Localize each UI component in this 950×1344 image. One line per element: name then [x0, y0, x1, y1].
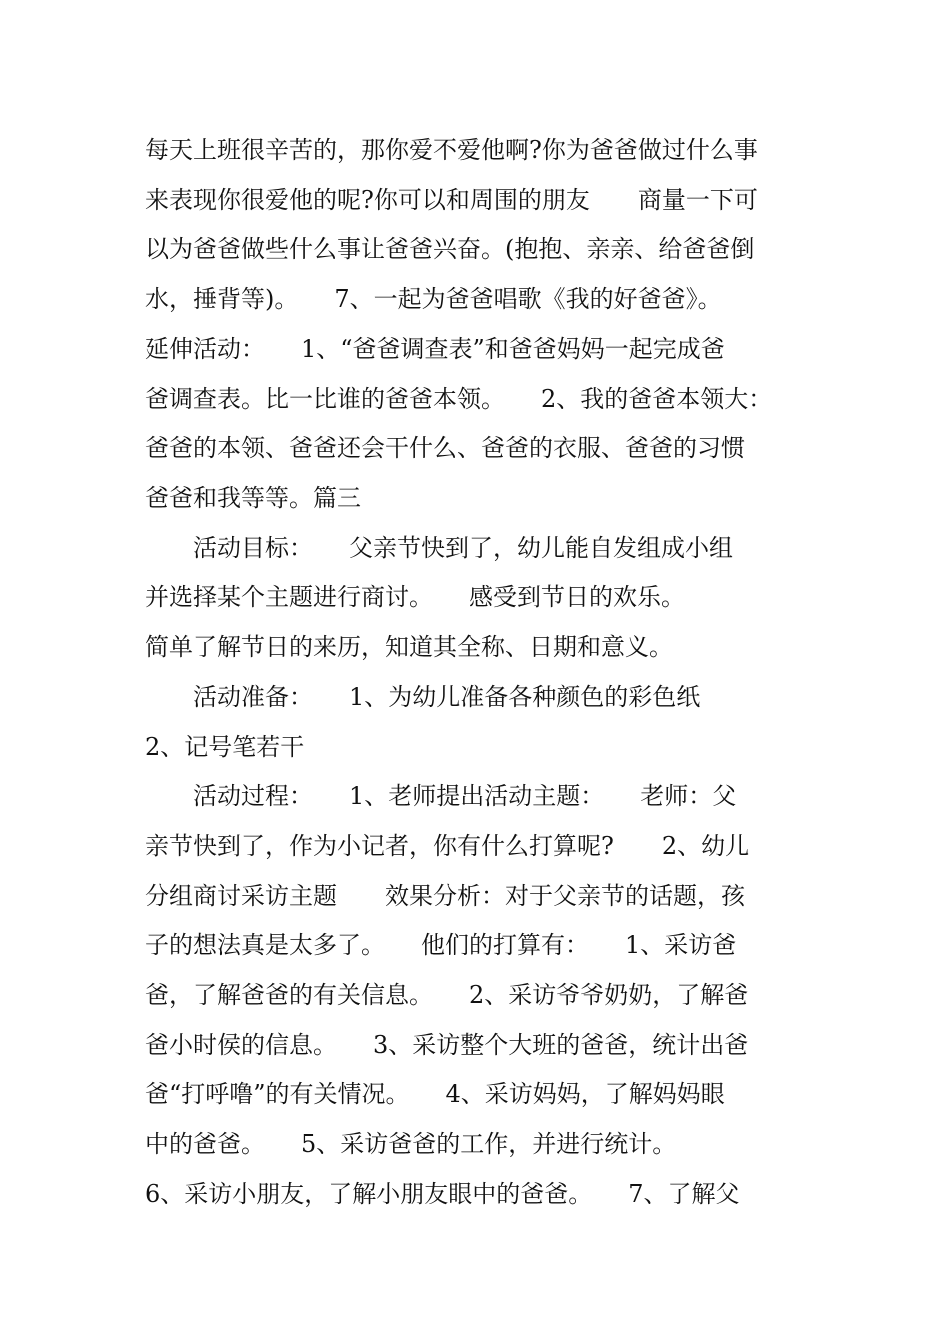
text-line: 子的想法真是太多了。 他们的打算有： 1、采访爸: [145, 931, 737, 959]
text-line: 爸小时侯的信息。 3、采访整个大班的爸爸，统计出爸: [145, 1031, 749, 1059]
text-line: 分组商讨采访主题 效果分析：对于父亲节的话题，孩: [145, 882, 745, 910]
text-line: 活动准备： 1、为幼儿准备各种颜色的彩色纸: [145, 683, 701, 711]
text-line: 水，捶背等)。 7、一起为爸爸唱歌《我的好爸爸》。: [145, 285, 722, 313]
text-line: 6、采访小朋友，了解小朋友眼中的爸爸。 7、了解父: [145, 1180, 740, 1208]
text-line: 亲节快到了，作为小记者，你有什么打算呢? 2、幼儿: [145, 832, 750, 860]
text-line: 活动过程： 1、老师提出活动主题： 老师：父: [145, 782, 737, 810]
text-line: 来表现你很爱他的呢?你可以和周围的朋友 商量一下可: [145, 186, 758, 214]
text-line: 中的爸爸。 5、采访爸爸的工作，并进行统计。: [145, 1130, 677, 1158]
text-line: 每天上班很辛苦的，那你爱不爱他啊?你为爸爸做过什么事: [145, 136, 758, 164]
text-line: 爸调查表。比一比谁的爸爸本领。 2、我的爸爸本领大：: [145, 385, 773, 413]
text-line: 延伸活动： 1、“爸爸调查表”和爸爸妈妈一起完成爸: [145, 335, 725, 363]
text-line: 爸，了解爸爸的有关信息。 2、采访爷爷奶奶，了解爸: [145, 981, 749, 1009]
text-line: 爸“打呼噜”的有关情况。 4、采访妈妈，了解妈妈眼: [145, 1080, 725, 1108]
text-line: 简单了解节日的来历，知道其全称、日期和意义。: [145, 633, 673, 661]
text-line: 2、记号笔若干: [145, 733, 305, 761]
text-line: 活动目标： 父亲节快到了，幼儿能自发组成小组: [145, 534, 733, 562]
text-line: 爸爸和我等等。篇三: [145, 484, 361, 512]
text-line: 以为爸爸做些什么事让爸爸兴奋。(抱抱、亲亲、给爸爸倒: [145, 235, 755, 263]
text-line: 并选择某个主题进行商讨。 感受到节日的欢乐。: [145, 583, 685, 611]
text-line: 爸爸的本领、爸爸还会干什么、爸爸的衣服、爸爸的习惯: [145, 434, 745, 462]
